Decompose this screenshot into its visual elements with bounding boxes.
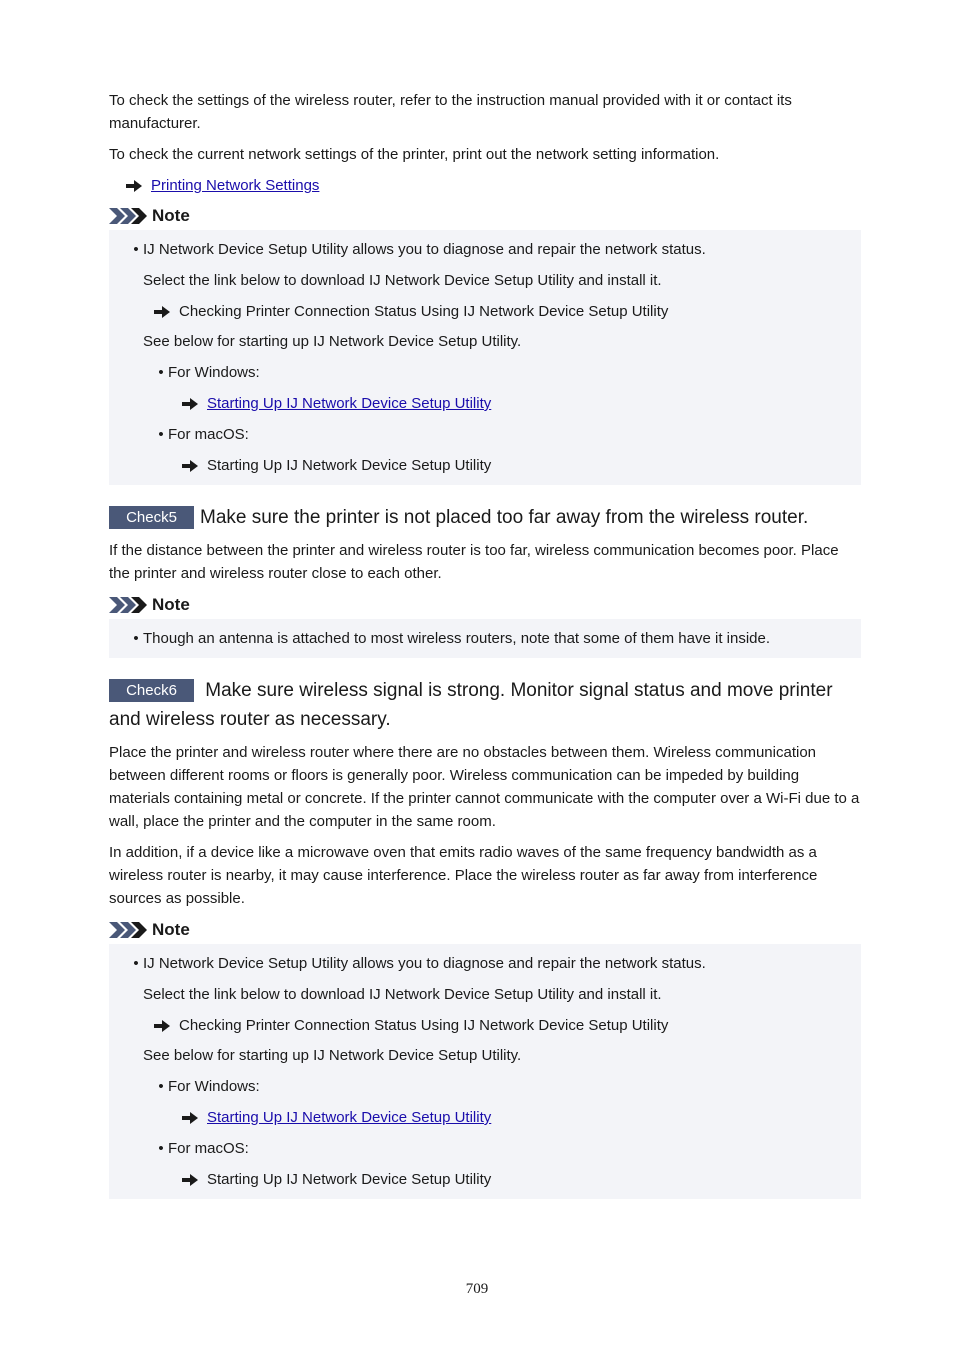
note-header — [109, 594, 861, 616]
note-header — [109, 919, 861, 941]
macos-bullet — [109, 423, 861, 446]
printing-network-settings-link[interactable]: Printing Network Settings — [151, 177, 320, 194]
note-bullet — [109, 238, 861, 261]
arrow-right-icon — [154, 1020, 170, 1032]
check5-badge: Check5 — [109, 506, 194, 529]
download-link-text: Checking Printer Connection Status Using IJ Network Device Setup Utility — [179, 303, 669, 320]
note-chevrons-icon — [109, 597, 147, 613]
antenna-note-text: Though an antenna is attached to most wireless routers, note that some of them have it inside. — [143, 630, 771, 647]
bullet-dot: • — [158, 426, 164, 443]
windows-link-row — [109, 1106, 861, 1129]
intro-paragraph-2: To check the current network settings of the printer, print out the network setting information. — [109, 146, 720, 163]
bullet-dot: • — [158, 1078, 164, 1095]
download-link-text: Checking Printer Connection Status Using IJ Network Device Setup Utility — [179, 1017, 669, 1034]
check5-paragraph: If the distance between the printer and wireless router is too far, wireless communication becomes poor. Place the printer and wireless router close to each other. — [109, 542, 839, 582]
check6-paragraph-2: In addition, if a device like a microwave oven that emits radio waves of the same frequency bandwidth as a wireless router is nearby, it may cause interference. Place the wireless router as far away from interference sources as possible. — [109, 844, 818, 907]
download-row — [109, 1014, 861, 1037]
download-row — [109, 300, 861, 323]
startup-text: See below for starting up IJ Network Device Setup Utility. — [143, 333, 522, 350]
note-bullet — [109, 952, 861, 975]
macos-startup-text: Starting Up IJ Network Device Setup Utility — [207, 457, 492, 474]
macos-link-row — [109, 1168, 861, 1191]
macos-startup-text: Starting Up IJ Network Device Setup Utility — [207, 1171, 492, 1188]
printing-network-settings-row — [109, 174, 861, 197]
windows-bullet — [109, 1075, 861, 1098]
bullet-dot: • — [158, 1140, 164, 1157]
bullet-dot: • — [158, 364, 164, 381]
note-box-1 — [109, 230, 861, 485]
windows-bullet — [109, 361, 861, 384]
startup-text: See below for starting up IJ Network Device Setup Utility. — [143, 1047, 522, 1064]
windows-label: For Windows: — [168, 1078, 260, 1095]
note-header — [109, 205, 861, 227]
check6-title: Make sure wireless signal is strong. Monitor signal status and move printer and wireless router as necessary. — [109, 680, 833, 730]
arrow-right-icon — [154, 306, 170, 318]
intro-paragraph-1: To check the settings of the wireless router, refer to the instruction manual provided with it or contact its manufacturer. — [109, 92, 792, 132]
note-bullet — [109, 627, 861, 650]
windows-startup-link[interactable]: Starting Up IJ Network Device Setup Utility — [207, 1109, 492, 1126]
note-label: Note — [152, 595, 190, 614]
check6-badge: Check6 — [109, 679, 194, 702]
arrow-right-icon — [182, 1112, 198, 1124]
download-text: Select the link below to download IJ Network Device Setup Utility and install it. — [143, 272, 662, 289]
note-box-3 — [109, 944, 861, 1199]
arrow-right-icon — [182, 1174, 198, 1186]
arrow-right-icon — [126, 180, 142, 192]
arrow-right-icon — [182, 460, 198, 472]
macos-link-row — [109, 454, 861, 477]
arrow-right-icon — [182, 398, 198, 410]
bullet-dot: • — [133, 241, 139, 258]
windows-link-row — [109, 392, 861, 415]
check6-heading — [109, 676, 861, 734]
check6-title-block — [109, 676, 861, 734]
download-text: Select the link below to download IJ Network Device Setup Utility and install it. — [143, 986, 662, 1003]
note-chevrons-icon — [109, 922, 147, 938]
bullet-dot: • — [133, 630, 139, 647]
note-chevrons-icon — [109, 208, 147, 224]
windows-startup-link[interactable]: Starting Up IJ Network Device Setup Utility — [207, 395, 492, 412]
note-bullet-text: IJ Network Device Setup Utility allows you to diagnose and repair the network status. — [143, 241, 706, 258]
windows-label: For Windows: — [168, 364, 260, 381]
note-box-2 — [109, 619, 861, 658]
page-content — [109, 89, 861, 1199]
macos-label: For macOS: — [168, 1140, 249, 1157]
note-label: Note — [152, 920, 190, 939]
check6-paragraph-1: Place the printer and wireless router where there are no obstacles between them. Wireless communication between different rooms or floors is generally poor. Wireless communication can be impeded by building materials containing metal or concrete. If the printer cannot communicate with the computer over a Wi-Fi due to a wall, place the printer and the computer in the same room. — [109, 744, 860, 830]
macos-label: For macOS: — [168, 426, 249, 443]
macos-bullet — [109, 1137, 861, 1160]
note-label: Note — [152, 206, 190, 225]
check5-heading — [109, 503, 861, 532]
check5-title: Make sure the printer is not placed too far away from the wireless router. — [200, 507, 809, 528]
note-bullet-text: IJ Network Device Setup Utility allows you to diagnose and repair the network status. — [143, 955, 706, 972]
page-number: 709 — [465, 1281, 489, 1297]
bullet-dot: • — [133, 955, 139, 972]
